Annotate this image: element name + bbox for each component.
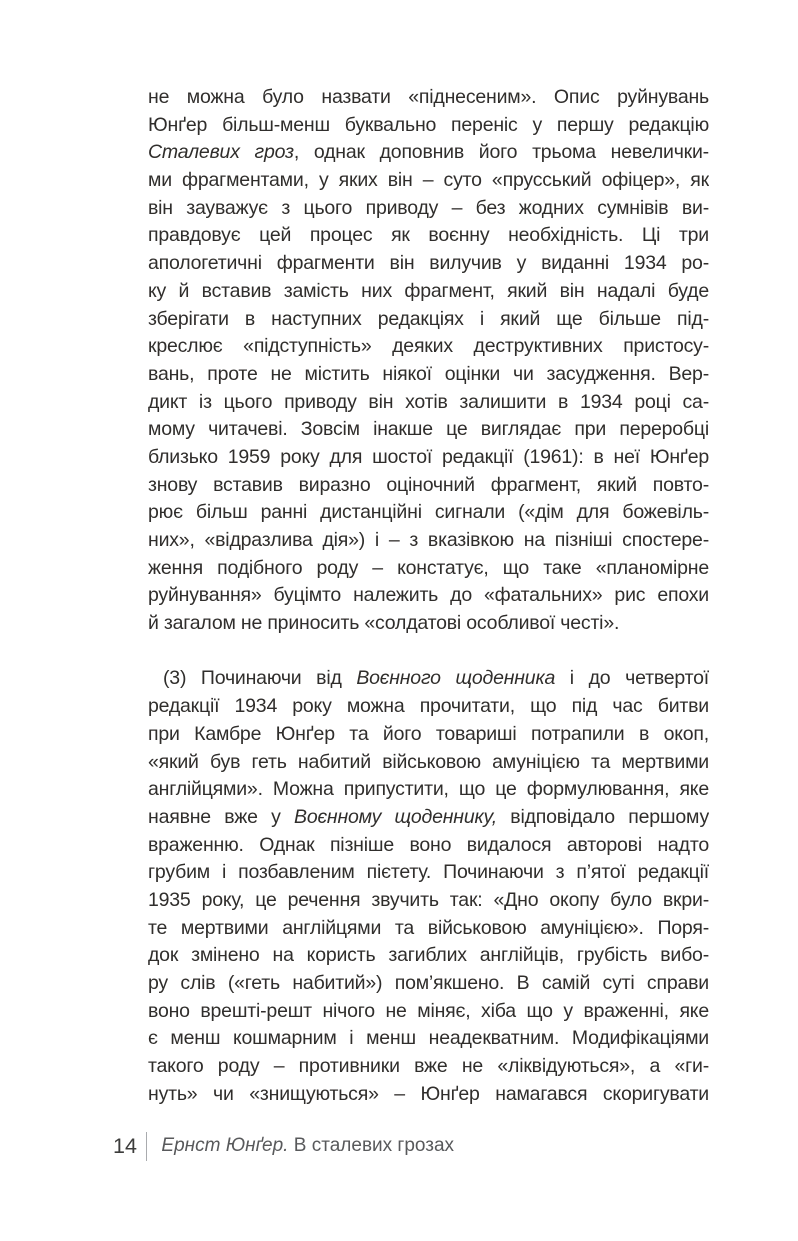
text-line bbox=[148, 278, 709, 306]
text-segment: близько 1959 року для шостої редакції (1961): в неї Юнґер bbox=[148, 445, 709, 468]
italic-text: Сталевих гроз bbox=[148, 141, 294, 164]
text-segment: них», «відразлива дія») і – з вказівкою на пізніші спостере- bbox=[148, 529, 709, 551]
text-line bbox=[148, 444, 709, 472]
text-segment: і до четвертої bbox=[555, 667, 709, 690]
text-segment: док змінено на користь загиблих англійців, грубість вибо- bbox=[148, 944, 709, 967]
text-segment: креслює «підступність» деяких деструктивних пристосу- bbox=[148, 335, 709, 358]
text-line bbox=[148, 416, 709, 444]
text-line bbox=[148, 776, 709, 804]
text-line bbox=[148, 1025, 709, 1053]
text-line bbox=[148, 1081, 709, 1109]
text-segment: не можна було назвати «піднесеним». Опис руйнувань bbox=[148, 86, 709, 108]
text-line bbox=[148, 749, 709, 777]
text-line bbox=[148, 333, 709, 361]
text-segment: є менш кошмарним і менш неадекватним. Модифікаціями bbox=[148, 1027, 709, 1050]
running-head-author: Ернст Юнґер. bbox=[161, 1135, 289, 1156]
paragraph-1 bbox=[148, 84, 709, 638]
text-line bbox=[148, 832, 709, 860]
text-segment: ми фрагментами, у яких він – суто «прусський офіцер», як bbox=[148, 169, 709, 192]
text-segment: правдовує цей процес як воєнну необхідність. Ці три bbox=[148, 224, 709, 247]
text-line bbox=[148, 195, 709, 223]
text-segment: ру слів («геть набитий») пом’якшено. В самій суті справи bbox=[148, 972, 709, 994]
page-number: 14 bbox=[113, 1134, 137, 1158]
text-line bbox=[148, 84, 709, 112]
text-line bbox=[148, 472, 709, 500]
text-segment: ження подібного роду – констатує, що таке «планомірне bbox=[148, 556, 709, 579]
text-segment: воно врешті-решт нічого не міняє, хіба що у враженні, яке bbox=[148, 999, 709, 1022]
text-segment: ку й вставив замість них фрагмент, який він надалі буде bbox=[148, 279, 709, 302]
text-line bbox=[148, 610, 709, 638]
text-line bbox=[148, 582, 709, 610]
text-segment: редакції 1934 року можна прочитати, що під час битви bbox=[148, 695, 709, 718]
text-segment: такого роду – противники вже не «ліквідуються», а «ги- bbox=[148, 1055, 709, 1078]
text-line bbox=[148, 721, 709, 749]
text-segment: руйнування» буцімто належить до «фатальних» рис епохи bbox=[148, 584, 709, 607]
text-line bbox=[148, 389, 709, 417]
text-segment: при Камбре Юнґер та його товариші потрапили в окоп, bbox=[148, 722, 709, 745]
text-line bbox=[148, 1053, 709, 1081]
text-segment: враженню. Однак пізніше воно видалося авторові надто bbox=[148, 833, 709, 856]
text-line bbox=[148, 998, 709, 1026]
text-segment: 1935 року, це речення звучить так: «Дно окопу було вкри- bbox=[148, 888, 709, 911]
italic-text: Воєнному щоденнику, bbox=[294, 805, 497, 828]
text-segment: «який був геть набитий військовою амуніцією та мертвими bbox=[148, 750, 709, 773]
italic-text: Воєнного щоденника bbox=[356, 667, 556, 690]
page-body bbox=[148, 84, 709, 1108]
text-line bbox=[148, 665, 709, 693]
text-line bbox=[148, 250, 709, 278]
text-line bbox=[148, 970, 709, 998]
running-head bbox=[161, 1131, 454, 1161]
text-line bbox=[148, 112, 709, 140]
text-segment: апологетичні фрагменти він вилучив у виданні 1934 ро- bbox=[148, 252, 709, 275]
text-segment: мому читачеві. Зовсім інакше це виглядає при переробці bbox=[148, 418, 709, 441]
text-segment: (3) Починаючи від bbox=[163, 667, 357, 690]
text-segment: те мертвими англійцями та військовою амуніцією». Поря- bbox=[148, 916, 709, 939]
text-line bbox=[148, 499, 709, 527]
text-line bbox=[148, 887, 709, 915]
text-segment: відповідало першому bbox=[496, 805, 709, 828]
text-line bbox=[148, 804, 709, 832]
text-line bbox=[148, 527, 709, 555]
text-segment: англійцями». Можна припустити, що це формулювання, яке bbox=[148, 778, 709, 801]
text-segment: наявне вже у bbox=[148, 805, 295, 828]
text-line bbox=[148, 167, 709, 195]
running-head-title: В сталевих грозах bbox=[293, 1135, 455, 1156]
page-footer bbox=[113, 1131, 454, 1161]
text-segment: рює більш ранні дистанційні сигнали («дім для божевіль- bbox=[148, 501, 709, 524]
text-line bbox=[148, 693, 709, 721]
text-line bbox=[148, 555, 709, 583]
text-segment: зберігати в наступних редакціях і який ще більше під- bbox=[148, 307, 709, 330]
text-segment: й загалом не приносить «солдатові особливої честі». bbox=[148, 612, 620, 635]
text-line bbox=[148, 361, 709, 389]
paragraph-2 bbox=[148, 665, 709, 1108]
text-segment: знову вставив виразно оціночний фрагмент, який повто- bbox=[148, 473, 709, 496]
text-segment: Юнґер більш-менш буквально переніс у першу редакцію bbox=[148, 113, 709, 136]
text-segment: він зауважує з цього приводу – без жодних сумнівів ви- bbox=[148, 196, 709, 219]
text-line bbox=[148, 942, 709, 970]
text-segment: грубим і позбавленим пієтету. Починаючи з п’ятої редакції bbox=[148, 861, 709, 884]
text-segment: вань, проте не містить ніякої оцінки чи засудження. Вер- bbox=[148, 362, 709, 385]
text-segment: нуть» чи «знищуються» – Юнґер намагався скоригувати bbox=[148, 1082, 709, 1105]
text-line bbox=[148, 139, 709, 167]
text-line bbox=[148, 915, 709, 943]
text-line bbox=[148, 306, 709, 334]
text-line bbox=[148, 222, 709, 250]
footer-divider bbox=[146, 1132, 148, 1161]
text-line bbox=[148, 859, 709, 887]
text-segment: , однак доповнив його трьома невелички- bbox=[293, 141, 709, 164]
text-segment: дикт із цього приводу він хотів залишити в 1934 році са- bbox=[148, 390, 709, 413]
